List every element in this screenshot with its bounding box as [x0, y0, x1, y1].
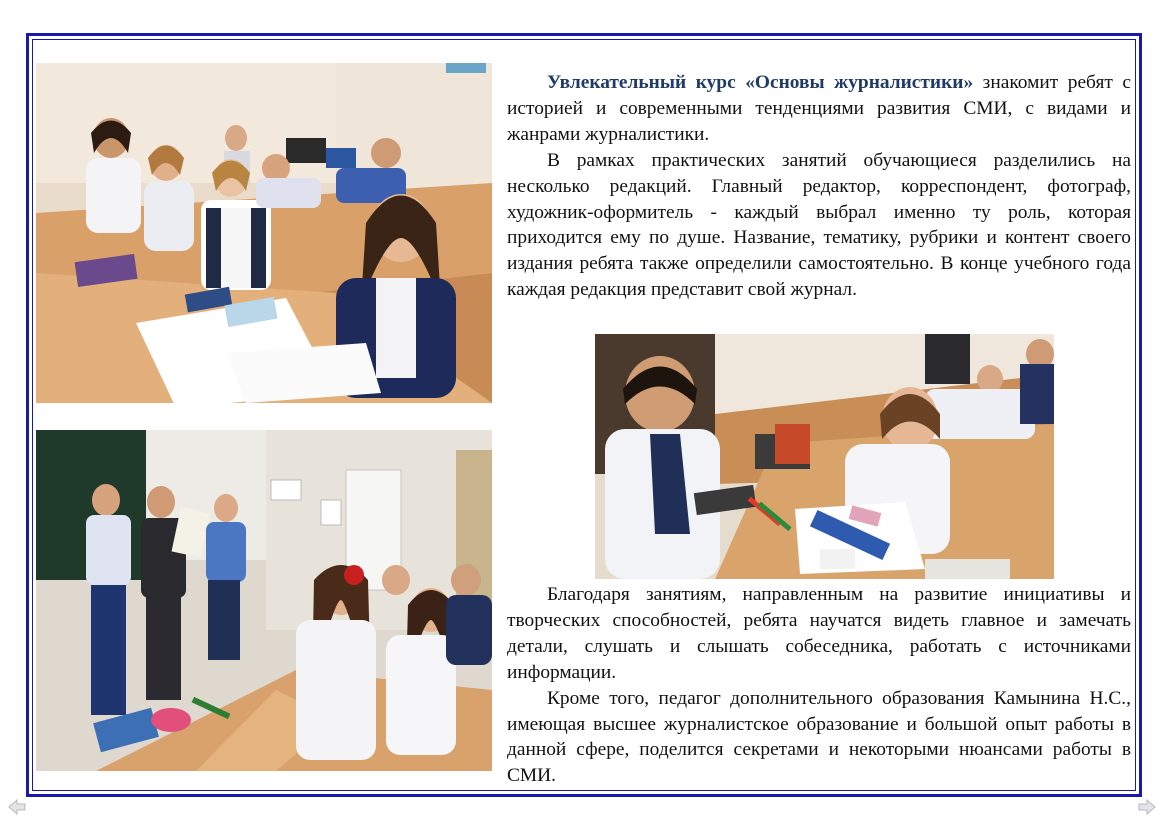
- arrow-left-icon[interactable]: [8, 799, 26, 815]
- article-text-bottom: [507, 582, 1131, 789]
- article-paragraph-3: Благодаря занятиям, направленным на развитие инициативы и творческих способностей, ребята научатся видеть главное и замечать детали, слушать и слышать собеседника, работать с источниками информации.: [507, 584, 1131, 683]
- course-title: Увлекательный курс «Основы журналистики»: [547, 72, 974, 93]
- article-paragraph-2: В рамках практических занятий обучающиеся разделились на несколько редакций. Главный редактор, корреспондент, фотограф, художник-оформитель - каждый выбрал именно ту роль, которая приходится ему по душе. Название, тематику, рубрики и контент своего издания ребята также определили самостоятельно. В конце учебного года каждая редакция представит свой журнал.: [507, 149, 1131, 301]
- article-paragraph-4: Кроме того, педагог дополнительного образования Камынина Н.С., имеющая высшее журналистское образование и большой опыт работы в данной сфере, поделится секретами и некоторыми нюансами работы в СМИ.: [507, 687, 1131, 787]
- arrow-right-icon[interactable]: [1138, 799, 1156, 815]
- classroom-students-at-desks-photo: [36, 63, 492, 403]
- article-paragraph-1-text: знакомит ребят с историей и современными тенденциями развития СМИ, с видами и жанрами журналистики.: [507, 72, 1131, 145]
- article-text-top: [507, 70, 1131, 303]
- students-drawing-poster-photo: [595, 334, 1054, 579]
- article-paragraph-1: [507, 70, 1131, 148]
- students-presenting-poster-photo: [36, 430, 492, 771]
